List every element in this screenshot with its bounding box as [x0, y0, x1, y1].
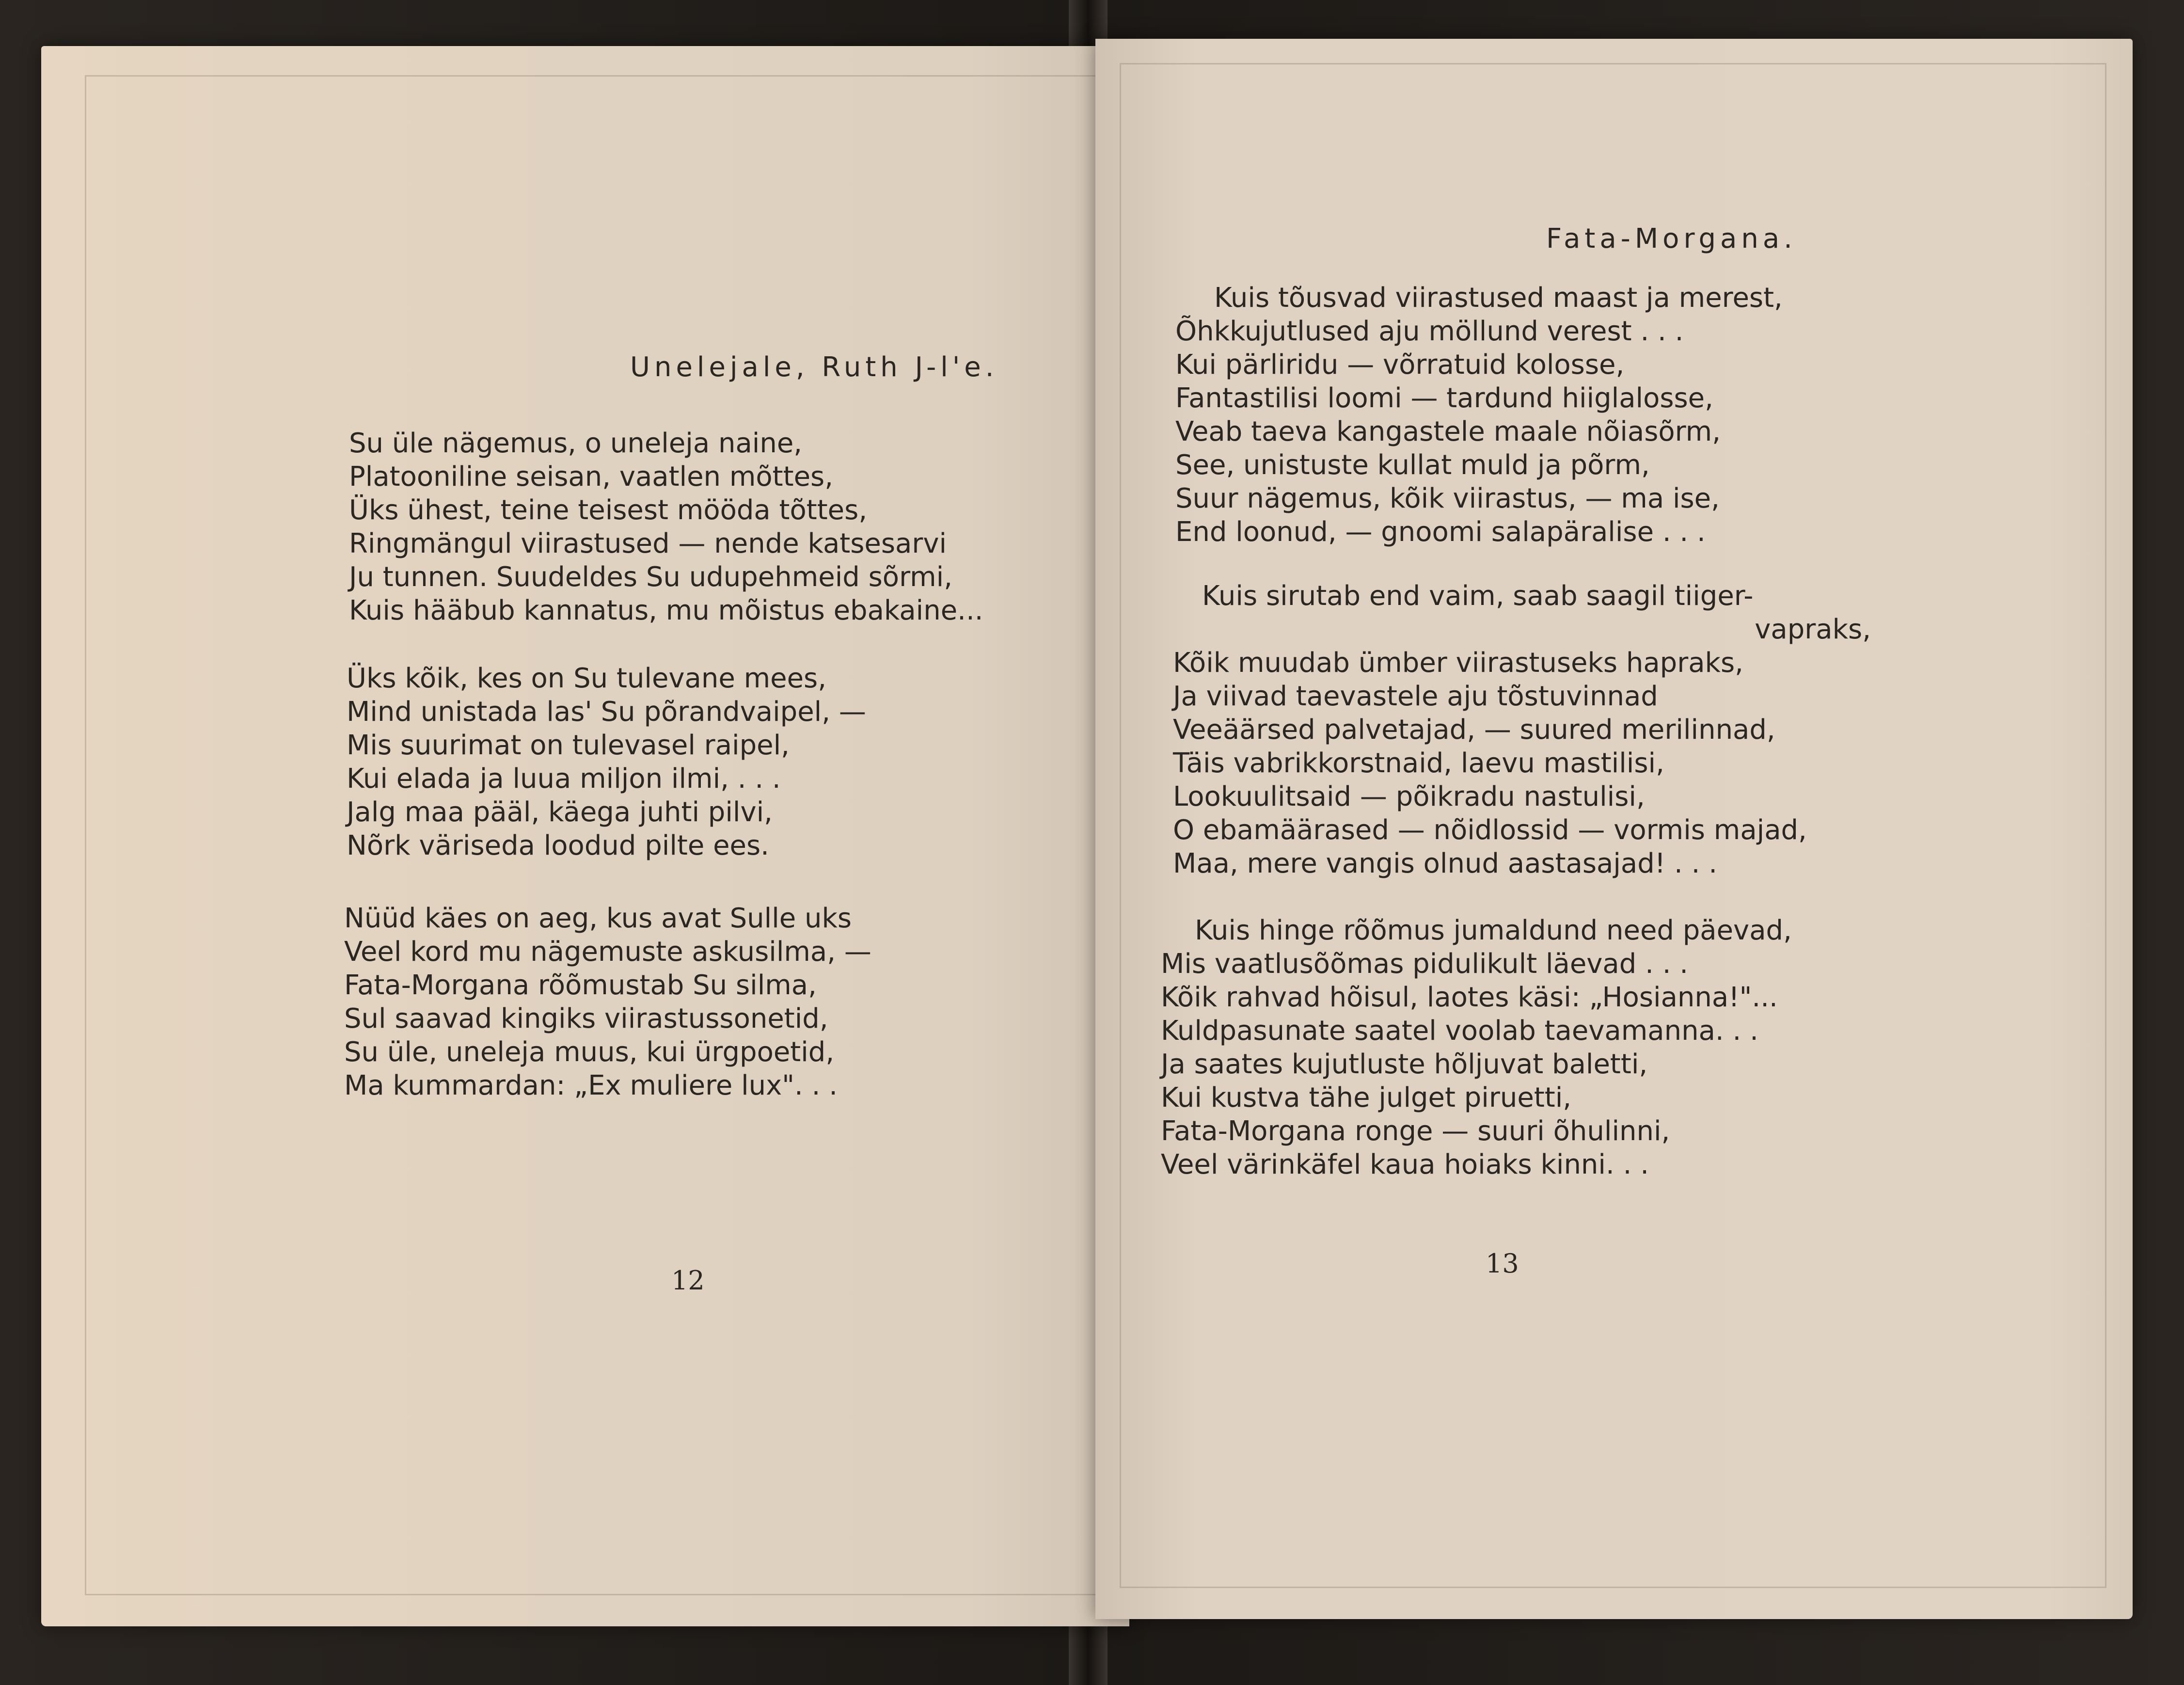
verse-line: Nõrk väriseda loodud pilte ees. — [347, 830, 769, 861]
verse-line: Ja saates kujutluste hõljuvat baletti, — [1161, 1049, 1648, 1080]
verse-line: Kui kustva tähe julget piruetti, — [1161, 1082, 1572, 1113]
right-poem-stanza-3 — [1161, 914, 1792, 1181]
right-page-heading: Fata-Morgana. — [1546, 223, 1797, 254]
right-page-number: 13 — [1486, 1248, 1519, 1279]
verse-line: Fata-Morgana ronge — suuri õhulinni, — [1161, 1115, 1670, 1147]
left-poem-stanza-3 — [344, 902, 871, 1102]
verse-line: Täis vabrikkorstnaid, laevu mastilisi, — [1173, 747, 1664, 779]
left-page-number: 12 — [671, 1265, 705, 1296]
verse-line: End loonud, — gnoomi salapäralise . . . — [1175, 516, 1706, 548]
verse-line: Üks ühest, teine teisest mööda tõttes, — [349, 494, 868, 526]
verse-line: Fantastilisi loomi — tardund hiiglalosse, — [1175, 382, 1713, 414]
verse-line: Lookuulitsaid — põikradu nastulisi, — [1173, 781, 1645, 812]
verse-line: Sul saavad kingiks viirastussonetid, — [344, 1003, 828, 1034]
verse-line: Nüüd käes on aeg, kus avat Sulle uks — [344, 903, 852, 934]
right-poem-stanza-1 — [1175, 281, 1783, 549]
verse-line: Kuis tõusvad viirastused maast ja merest, — [1214, 282, 1783, 314]
verse-line: Kui elada ja luua miljon ilmi, . . . — [347, 763, 781, 795]
verse-line-continuation: vapraks, — [1755, 614, 1871, 645]
verse-line: Su üle nägemus, o uneleja naine, — [349, 428, 803, 459]
verse-line: Kuis hääbub kannatus, mu mõistus ebakaine... — [349, 595, 983, 626]
verse-line: Fata-Morgana rõõmustab Su silma, — [344, 970, 817, 1001]
verse-line: Ju tunnen. Suudeldes Su udupehmeid sõrmi, — [349, 561, 953, 593]
verse-line: Kui pärliridu — võrratuid kolosse, — [1175, 349, 1625, 381]
verse-line: Üks kõik, kes on Su tulevane mees, — [347, 663, 827, 694]
verse-line: Kuldpasunate saatel voolab taevamanna. . . — [1161, 1015, 1758, 1047]
verse-line: Kõik muudab ümber viirastuseks hapraks, — [1173, 647, 1743, 679]
verse-line: Platooniline seisan, vaatlen mõttes, — [349, 461, 834, 493]
verse-line: Veel värinkäfel kaua hoiaks kinni. . . — [1161, 1149, 1649, 1180]
verse-line: Mis vaatlusõõmas pidulikult läevad . . . — [1161, 948, 1689, 980]
verse-line: Kuis sirutab end vaim, saab saagil tiiger- — [1202, 580, 1754, 612]
verse-line: Ja viivad taevastele aju tõstuvinnad — [1173, 681, 1658, 712]
verse-line: See, unistuste kullat muld ja põrm, — [1175, 449, 1650, 481]
verse-line: Veel kord mu nägemuste askusilma, — — [344, 936, 871, 968]
verse-line: Veeäärsed palvetajad, — suured merilinnad, — [1173, 714, 1775, 746]
verse-line: Maa, mere vangis olnud aastasajad! . . . — [1173, 848, 1718, 879]
verse-line: Õhkkujutlused aju möllund verest . . . — [1175, 316, 1684, 347]
verse-line: Mis suurimat on tulevasel raipel, — [347, 730, 790, 761]
verse-line: Veab taeva kangastele maale nõiasõrm, — [1175, 416, 1721, 447]
left-page-heading: Unelejale, Ruth J-l'e. — [630, 351, 998, 383]
verse-line: Su üle, uneleja muus, kui ürgpoetid, — [344, 1036, 835, 1068]
verse-line: O ebamäärased — nõidlossid — vormis majad, — [1173, 814, 1807, 846]
verse-line: Mind unistada las' Su põrandvaipel, — — [347, 696, 866, 728]
verse-line: Kuis hinge rõõmus jumaldund need päevad, — [1195, 915, 1792, 946]
left-poem-stanza-2 — [347, 662, 866, 862]
verse-line: Ringmängul viirastused — nende katsesarvi — [349, 528, 947, 559]
verse-line: Jalg maa pääl, käega juhti pilvi, — [347, 796, 773, 828]
left-poem-stanza-1 — [349, 427, 983, 627]
right-poem-stanza-2 — [1173, 579, 1871, 880]
verse-line: Kõik rahvad hõisul, laotes käsi: „Hosianna!"... — [1161, 982, 1778, 1013]
verse-line: Suur nägemus, kõik viirastus, — ma ise, — [1175, 483, 1720, 514]
verse-line: Ma kummardan: „Ex muliere lux". . . — [344, 1070, 838, 1101]
